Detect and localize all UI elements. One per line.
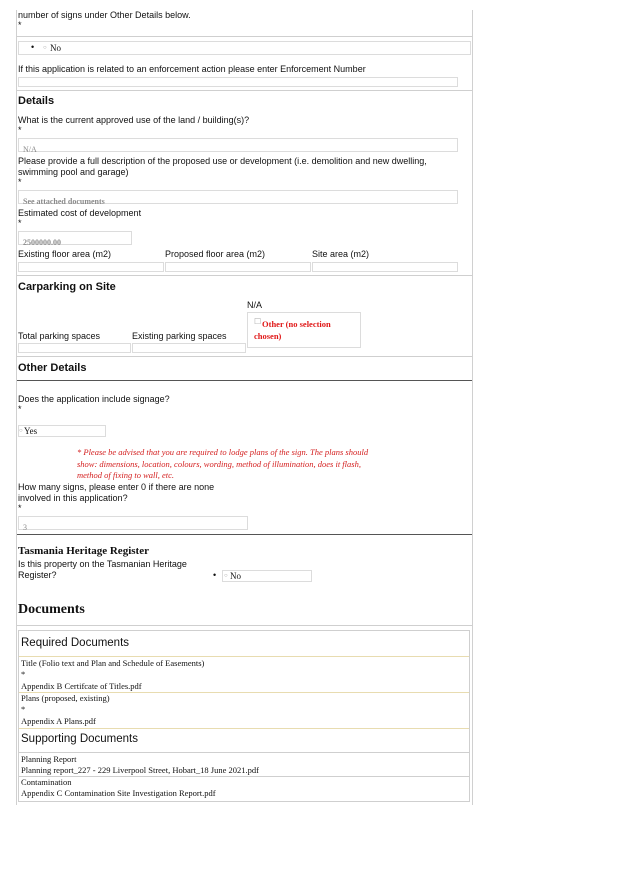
description-label-cont: swimming pool and garage) (18, 167, 129, 177)
required-marker: * (21, 669, 26, 679)
bullet-icon: • (31, 42, 35, 52)
proposed-floor-input[interactable] (165, 262, 311, 272)
description-label: Please provide a full description of the proposed use or development (i.e. demolition and new dwelling, (18, 156, 427, 166)
proposed-floor-label: Proposed floor area (m2) (165, 249, 266, 259)
required-marker: * (21, 704, 26, 714)
site-area-label: Site area (m2) (312, 249, 370, 259)
section-divider (17, 534, 472, 535)
supporting-doc-file[interactable]: Appendix C Contamination Site Investigation Report.pdf (21, 788, 216, 798)
required-marker: * (18, 404, 22, 414)
documents-heading: Documents (18, 602, 85, 617)
description-input[interactable] (18, 190, 458, 204)
signage-advice-line: method of fixing to wall, etc. (77, 470, 175, 480)
existing-floor-input[interactable] (18, 262, 164, 272)
checkbox-icon[interactable]: ☐ (254, 317, 262, 326)
current-use-label: What is the current approved use of the land / building(s)? (18, 115, 250, 125)
required-doc-label: Plans (proposed, existing) (21, 693, 110, 703)
existing-floor-label: Existing floor area (m2) (18, 249, 112, 259)
heritage-value: No (230, 571, 241, 581)
supporting-documents-heading: Supporting Documents (21, 733, 138, 745)
signs-count-label: How many signs, please enter 0 if there are none (18, 482, 215, 492)
signs-count-value: 3 (23, 523, 27, 532)
divider (19, 776, 469, 777)
signage-label: Does the application include signage? (18, 394, 170, 404)
divider (17, 36, 472, 37)
signage-advice-line: * Please be advised that you are required to lodge plans of the sign. The plans should (77, 447, 369, 457)
total-parking-input[interactable] (18, 343, 131, 353)
radio-icon[interactable]: ○ (224, 573, 228, 579)
signage-value: Yes (24, 426, 38, 436)
heritage-heading: Tasmania Heritage Register (18, 545, 149, 557)
carparking-other-select[interactable] (247, 312, 361, 348)
divider (19, 656, 469, 657)
signs-count-input[interactable] (18, 516, 248, 530)
description-value: See attached documents (23, 197, 105, 206)
supporting-doc-label: Contamination (21, 777, 72, 787)
cost-label: Estimated cost of development (18, 208, 142, 218)
other-selection-text: Other (no selection (262, 319, 331, 329)
existing-parking-input[interactable] (132, 343, 246, 353)
required-marker: * (18, 125, 22, 135)
signs-count-label-cont: involved in this application? (18, 493, 128, 503)
existing-parking-label: Existing parking spaces (132, 331, 227, 341)
total-parking-label: Total parking spaces (18, 331, 101, 341)
heritage-radio-field[interactable] (222, 570, 312, 582)
radio-icon[interactable]: ○ (43, 45, 47, 51)
required-doc-file[interactable]: Appendix B Certifcate of Titles.pdf (21, 681, 142, 691)
heritage-question-cont: Register? (18, 570, 57, 580)
section-divider (17, 380, 472, 381)
carparking-heading: Carparking on Site (18, 281, 116, 293)
page-frame-right (472, 10, 473, 805)
current-use-value: N/A (23, 145, 37, 154)
divider (17, 625, 472, 626)
required-documents-heading: Required Documents (21, 637, 130, 649)
supporting-doc-file[interactable]: Planning report_227 - 229 Liverpool Street, Hobart_18 June 2021.pdf (21, 765, 259, 775)
cost-value: 2500000.00 (23, 238, 61, 247)
signage-advice (77, 447, 368, 482)
details-heading: Details (18, 95, 55, 107)
signs-other-radio-field[interactable] (18, 41, 471, 55)
carparking-na-label: N/A (247, 300, 263, 310)
other-details-heading: Other Details (18, 362, 87, 374)
divider (17, 356, 472, 357)
required-marker: * (18, 20, 22, 30)
other-selection-text-cont: chosen) (254, 331, 282, 341)
enforcement-number-input[interactable] (18, 77, 458, 87)
signage-radio-field[interactable] (18, 425, 106, 437)
required-marker: * (18, 503, 22, 513)
required-doc-label: Title (Folio text and Plan and Schedule of Easements) (21, 658, 205, 668)
required-marker: * (18, 218, 22, 228)
heritage-question: Is this property on the Tasmanian Heritage (18, 559, 187, 569)
site-area-input[interactable] (312, 262, 458, 272)
required-marker: * (18, 177, 22, 187)
divider (19, 728, 469, 729)
page-frame-left (16, 10, 17, 805)
divider (17, 90, 472, 91)
required-doc-file[interactable]: Appendix A Plans.pdf (21, 716, 96, 726)
enforcement-label: If this application is related to an enforcement action please enter Enforcement Number (18, 64, 366, 74)
divider (19, 752, 469, 753)
radio-value: No (50, 43, 61, 53)
current-use-input[interactable] (18, 138, 458, 152)
signage-advice-line: show: dimensions, location, colours, wording, method of illumination, does it flash, (77, 458, 361, 469)
supporting-doc-label: Planning Report (21, 754, 77, 764)
intro-text: number of signs under Other Details below. (18, 10, 191, 20)
cost-input[interactable] (18, 231, 132, 245)
divider (17, 275, 472, 276)
bullet-icon: • (213, 570, 217, 580)
radio-icon[interactable]: ○ (19, 428, 23, 434)
